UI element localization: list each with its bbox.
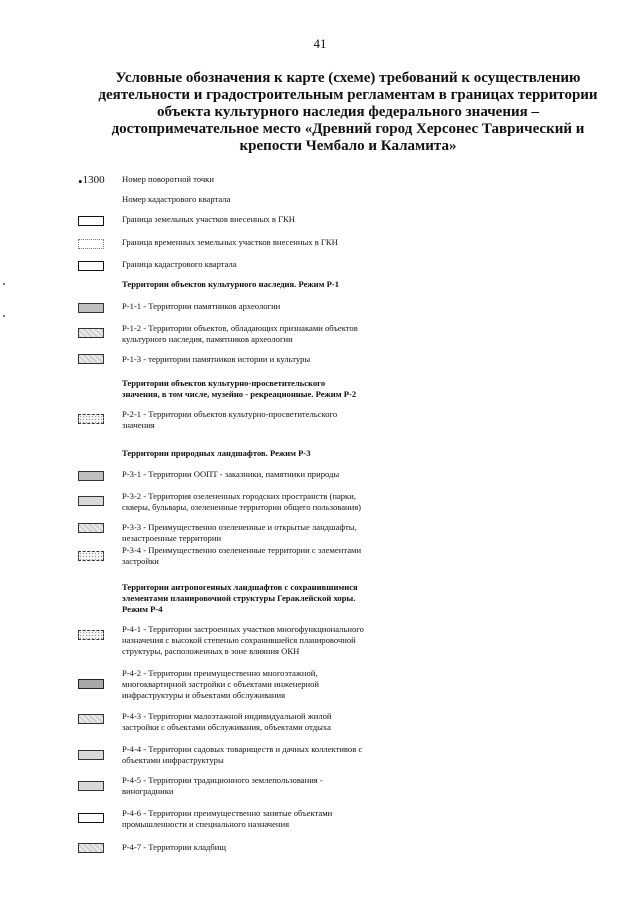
- solid-border-swatch-icon: [78, 261, 104, 271]
- title-line: объекта культурного наследия федерального значения –: [157, 104, 539, 120]
- hatched-swatch-icon: [78, 523, 104, 533]
- section-heading: Территории природных ландшафтов. Режим Р-3: [122, 448, 311, 458]
- section-heading: Территории объектов культурного наследия. Режим Р-1: [122, 279, 339, 289]
- legend-text-line: многоквартирной застройки с объектами инженерной: [122, 679, 319, 689]
- light-gray-swatch-icon: [78, 750, 104, 760]
- legend-text-line: Р-4-1 - Территории застроенных участков многофункционального: [122, 624, 364, 634]
- legend-text: Р-3-1 - Территории ООПТ - заказники, памятники природы: [122, 469, 340, 479]
- legend-text: [122, 409, 512, 431]
- legend-text: [122, 545, 512, 567]
- light-gray-swatch-icon: [78, 496, 104, 506]
- legend-text-line: значения: [122, 420, 155, 430]
- turn-point-marker: [78, 174, 105, 190]
- title-line: деятельности и градостроительным регламентам в границах территории: [98, 87, 598, 103]
- legend-text-line: инфраструктуры и объектами обслуживания: [122, 690, 286, 700]
- heading-line: значения, в том числе, музейно - рекреационные. Режим Р-2: [122, 389, 357, 399]
- heading-line: Территории объектов культурно-просветительского: [122, 378, 326, 388]
- legend-text-line: объектами инфраструктуры: [122, 755, 224, 765]
- legend-text-line: назначения с высокой степенью сохранившейся планировочной: [122, 635, 356, 645]
- legend-text-line: Р-2-1 - Территории объектов культурно-просветительского: [122, 409, 338, 419]
- legend-text-line: незастроенные территории: [122, 533, 222, 543]
- legend-text-line: Р-3-2 - Территория озелененных городских пространств (парки,: [122, 491, 356, 501]
- dark-gray-swatch-icon: [78, 679, 104, 689]
- legend-text: [122, 668, 512, 701]
- legend-text: Номер поворотной точки: [122, 174, 214, 184]
- legend-text-line: Р-4-2 - Территории преимущественно многоэтажной,: [122, 668, 318, 678]
- legend-text-line: Р-1-2 - Территории объектов, обладающих признаками объектов: [122, 323, 358, 333]
- gray-fill-swatch-icon: [78, 471, 104, 481]
- legend-text: Граница кадастрового квартала: [122, 259, 237, 269]
- legend-text-line: Р-3-4 - Преимущественно озелененные территории с элементами: [122, 545, 362, 555]
- page-number: 41: [313, 36, 327, 51]
- speckled-swatch-icon: [78, 414, 104, 424]
- speckled-swatch-icon: [78, 551, 104, 561]
- legend-text-line: Р-4-5 - Территории традиционного землепользования -: [122, 775, 323, 785]
- legend-text: [122, 323, 512, 345]
- title-line: Условные обозначения к карте (схеме) требований к осуществлению: [115, 70, 581, 86]
- legend-text: [122, 624, 512, 657]
- legend-text: [122, 744, 512, 766]
- legend-text-line: Р-4-4 - Территории садовых товариществ и дачных коллективов с: [122, 744, 363, 754]
- legend-text: [122, 775, 512, 797]
- hatched-swatch-icon: [78, 843, 104, 853]
- hatched-swatch-icon: [78, 354, 104, 364]
- solid-border-swatch-icon: [78, 216, 104, 226]
- turn-point-label: 1300: [82, 174, 105, 186]
- title-line: достопримечательное место «Древний город Херсонес Таврический и: [111, 121, 585, 137]
- legend-text: [122, 711, 512, 733]
- heading-line: элементами планировочной структуры Гераклейской хоры.: [122, 593, 356, 603]
- heading-line: Территории антропогенных ландшафтов с сохранившимися: [122, 582, 358, 592]
- solid-border-swatch-icon: [78, 813, 104, 823]
- legend-text: Номер кадастрового квартала: [122, 194, 231, 204]
- gray-fill-swatch-icon: [78, 303, 104, 313]
- section-heading: [122, 582, 512, 615]
- section-heading: [122, 378, 512, 400]
- hatched-swatch-icon: [78, 328, 104, 338]
- legend-text: [122, 808, 512, 830]
- legend-text: Граница временных земельных участков внесенных в ГКН: [122, 237, 338, 247]
- legend-text: [122, 522, 512, 544]
- legend-text-line: скверы, бульвары, озелененные территории общего пользования): [122, 502, 362, 512]
- legend-text-line: Р-4-6 - Территории преимущественно занятые объектами: [122, 808, 333, 818]
- legend-text-line: культурного наследия, памятников археологии: [122, 334, 293, 344]
- legend-text-line: Р-4-3 - Территории малоэтажной индивидуальной жилой: [122, 711, 332, 721]
- speckled-swatch-icon: [78, 630, 104, 640]
- legend-text: Р-4-7 - Территории кладбищ: [122, 842, 227, 852]
- legend-text: [122, 491, 512, 513]
- light-gray-swatch-icon: [78, 781, 104, 791]
- legend-text: Граница земельных участков внесенных в ГКН: [122, 214, 295, 224]
- dotted-border-swatch-icon: [78, 239, 104, 249]
- legend-text: Р-1-1 - Территории памятников археологии: [122, 301, 281, 311]
- heading-line: Режим Р-4: [122, 604, 163, 614]
- legend-text-line: застройки с объектами обслуживания, объектами отдыха: [122, 722, 331, 732]
- legend-text: Р-1-3 - территории памятников истории и культуры: [122, 354, 311, 364]
- legend-text-line: структуры, расположенных в зоне влияния ОКН: [122, 646, 300, 656]
- legend-text-line: промышленности и специального назначения: [122, 819, 290, 829]
- point-dot-icon: •: [78, 174, 83, 189]
- legend-text-line: застройки: [122, 556, 159, 566]
- hatched-swatch-icon: [78, 714, 104, 724]
- legend-text-line: виноградники: [122, 786, 174, 796]
- legend-text-line: Р-3-3 - Преимущественно озелененные и открытые ландшафты,: [122, 522, 357, 532]
- title-line: крепости Чембало и Каламита»: [239, 138, 457, 154]
